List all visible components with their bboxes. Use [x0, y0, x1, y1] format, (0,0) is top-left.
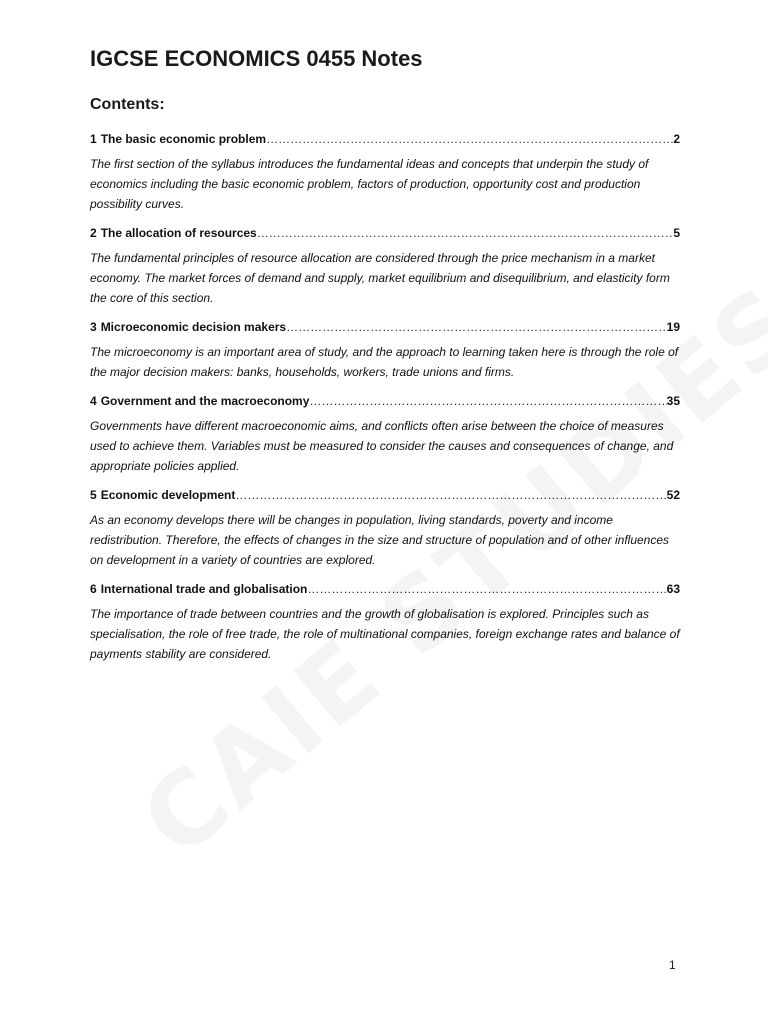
- toc-description: The microeconomy is an important area of study, and the approach to learning taken here is through the role of the major decision makers: banks, households, workers, trade unions and firms.: [90, 345, 679, 379]
- toc-entry-4: [90, 392, 680, 476]
- toc-description: As an economy develops there will be changes in population, living standards, poverty and income redistribution. Therefore, the effects of changes in the size and structure of population and of other influences on development in a variety of countries are explored.: [90, 513, 670, 567]
- toc-dot-leader: [257, 224, 674, 242]
- toc-dot-leader: [235, 486, 666, 504]
- toc-entry-1: [90, 130, 680, 214]
- toc-dot-leader: [266, 130, 673, 148]
- toc-dot-leader: [307, 580, 666, 598]
- toc-page-number: 35: [666, 394, 680, 408]
- toc-entry-5: [90, 486, 680, 570]
- toc-description: The importance of trade between countries and the growth of globalisation is explored. Principles such as specialisation, the role of free trade, the role of multinational companies, foreign exchange rates and balance of payments stability are considered.: [90, 607, 680, 661]
- toc-number: 3: [90, 320, 97, 334]
- toc-title: The allocation of resources: [100, 226, 257, 240]
- toc-line[interactable]: [90, 224, 680, 242]
- toc-line[interactable]: [90, 130, 680, 148]
- table-of-contents: [90, 130, 680, 664]
- toc-description: Governments have different macroeconomic aims, and conflicts often arise between the choice of measures used to achieve them. Variables must be measured to consider the causes and consequences of change, and appropriate policies applied.: [90, 419, 674, 473]
- page-content: [90, 44, 680, 674]
- toc-page-number: 19: [666, 320, 680, 334]
- contents-heading: Contents:: [90, 96, 165, 113]
- toc-number: 1: [90, 132, 97, 146]
- toc-title: International trade and globalisation: [100, 582, 308, 596]
- toc-number: 5: [90, 488, 97, 502]
- toc-line[interactable]: [90, 486, 680, 504]
- toc-title: Government and the macroeconomy: [100, 394, 310, 408]
- toc-dot-leader: [286, 318, 667, 336]
- toc-title: The basic economic problem: [100, 132, 267, 146]
- toc-description: The fundamental principles of resource allocation are considered through the price mechanism in a market economy. The market forces of demand and supply, market equilibrium and disequilibrium, and elasticity form the core of this section.: [90, 251, 670, 305]
- toc-number: 4: [90, 394, 97, 408]
- page-title: IGCSE ECONOMICS 0455 Notes: [90, 46, 423, 71]
- toc-dot-leader: [309, 392, 666, 410]
- toc-entry-2: [90, 224, 680, 308]
- toc-line[interactable]: [90, 318, 680, 336]
- toc-line[interactable]: [90, 580, 680, 598]
- toc-description: The first section of the syllabus introduces the fundamental ideas and concepts that underpin the study of economics including the basic economic problem, factors of production, opportunity cost and production possibility curves.: [90, 157, 649, 211]
- toc-number: 6: [90, 582, 97, 596]
- toc-number: 2: [90, 226, 97, 240]
- toc-page-number: 63: [666, 582, 680, 596]
- toc-page-number: 2: [673, 132, 680, 146]
- toc-line[interactable]: [90, 392, 680, 410]
- page-number: 1: [669, 958, 676, 972]
- toc-entry-3: [90, 318, 680, 382]
- toc-title: Economic development: [100, 488, 236, 502]
- toc-page-number: 5: [673, 226, 680, 240]
- toc-title: Microeconomic decision makers: [100, 320, 287, 334]
- toc-entry-6: [90, 580, 680, 664]
- toc-page-number: 52: [666, 488, 680, 502]
